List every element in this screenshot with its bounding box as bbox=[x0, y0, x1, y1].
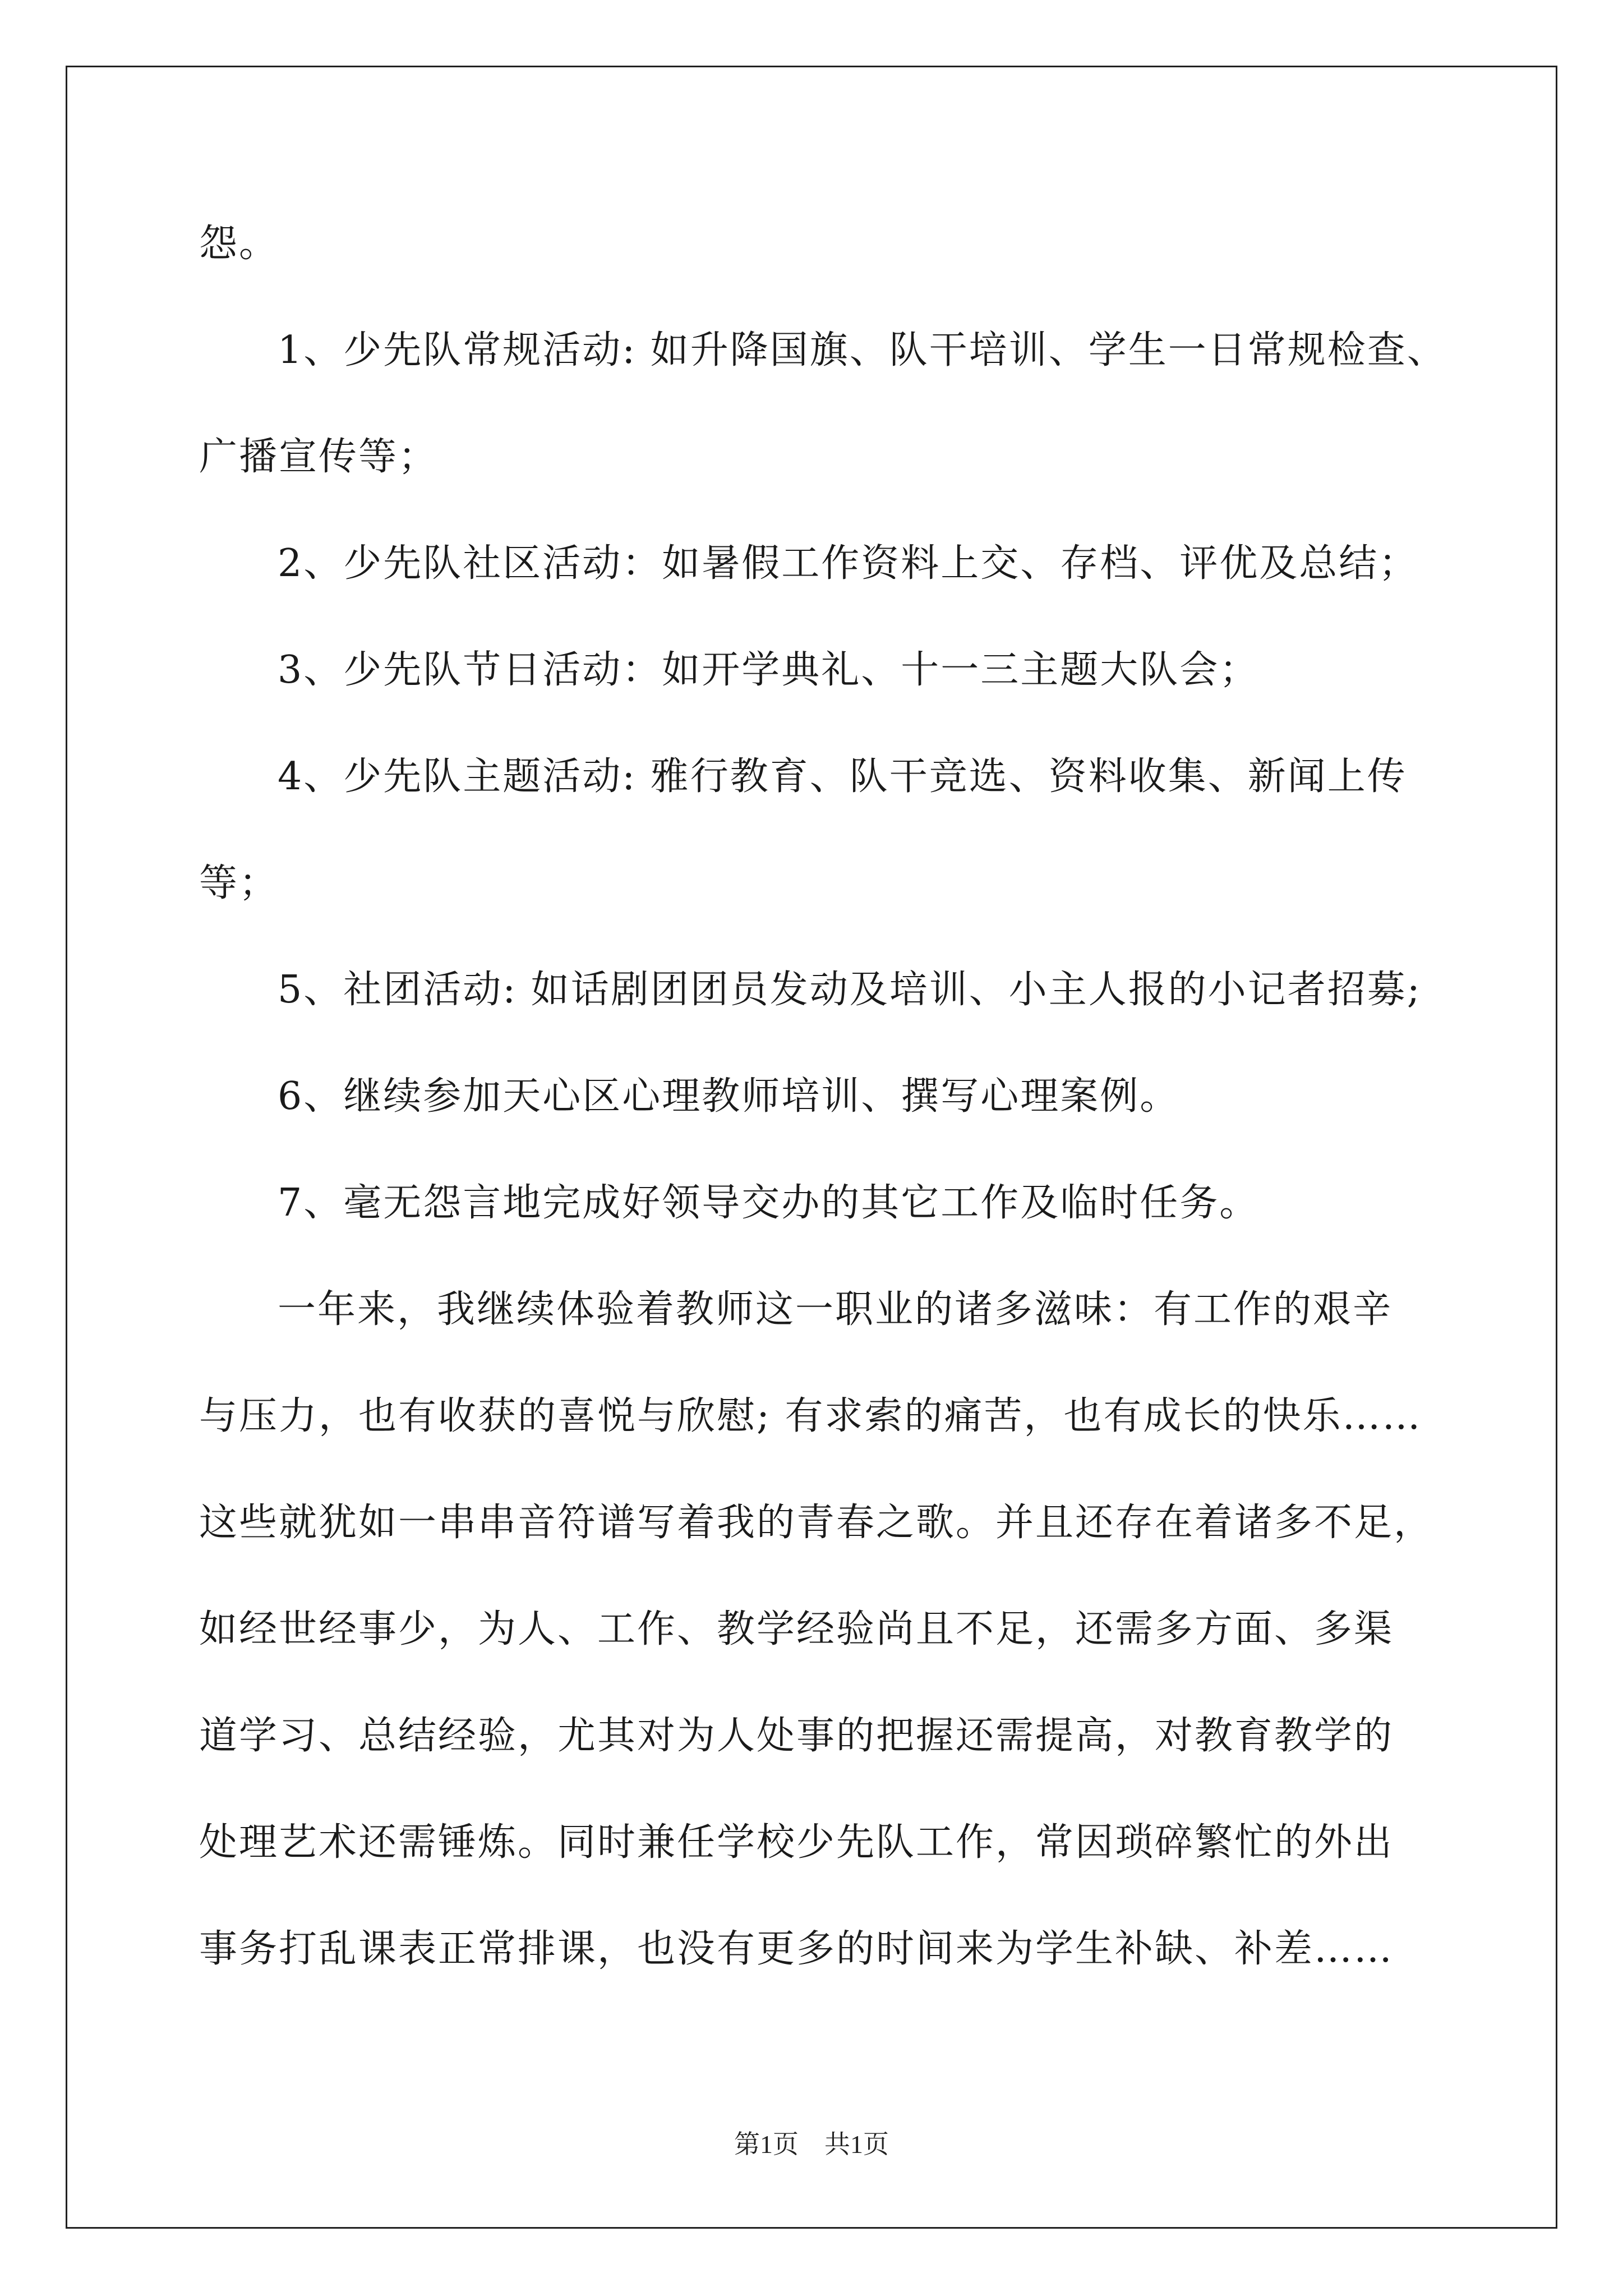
paragraph-line: 处理艺术还需锤炼。同时兼任学校少先队工作，常因琐碎繁忙的外出 bbox=[199, 1820, 1394, 1865]
list-item: 3、少先队节日活动：如开学典礼、十一三主题大队会； bbox=[278, 648, 1260, 692]
paragraph-line: 这些就犹如一串串音符谱写着我的青春之歌。并且还存在着诸多不足， bbox=[199, 1501, 1434, 1545]
page-number-footer: 第1页 共1页 bbox=[734, 2130, 889, 2159]
paragraph-line: 一年来，我继续体验着教师这一职业的诸多滋味：有工作的艰辛 bbox=[278, 1287, 1393, 1332]
text-line: 怨。 bbox=[199, 222, 279, 266]
list-item: 4、少先队主题活动: 雅行教育、队干竞选、资料收集、新闻上传 bbox=[278, 754, 1407, 799]
list-item: 1、少先队常规活动: 如升降国旗、队干培训、学生一日常规检查、 bbox=[278, 328, 1447, 372]
paragraph-line: 与压力，也有收获的喜悦与欣慰; 有求索的痛苦，也有成长的快乐…… bbox=[199, 1394, 1422, 1438]
text-line: 等； bbox=[199, 861, 279, 905]
list-item: 7、毫无怨言地完成好领导交办的其它工作及临时任务。 bbox=[278, 1181, 1260, 1225]
paragraph-line: 事务打乱课表正常排课，也没有更多的时间来为学生补缺、补差…… bbox=[199, 1927, 1394, 1971]
list-item: 6、继续参加天心区心理教师培训、撰写心理案例。 bbox=[278, 1074, 1180, 1119]
paragraph-line: 道学习、总结经验，尤其对为人处事的把握还需提高，对教育教学的 bbox=[199, 1714, 1394, 1758]
list-item: 2、少先队社区活动：如暑假工作资料上交、存档、评优及总结； bbox=[278, 541, 1419, 586]
paragraph-line: 如经世经事少，为人、工作、教学经验尚且不足，还需多方面、多渠 bbox=[199, 1607, 1394, 1651]
page-border bbox=[66, 66, 1557, 2229]
list-item: 5、社团活动: 如话剧团团员发动及培训、小主人报的小记者招募; bbox=[278, 968, 1422, 1012]
text-line: 广播宣传等； bbox=[199, 435, 439, 479]
